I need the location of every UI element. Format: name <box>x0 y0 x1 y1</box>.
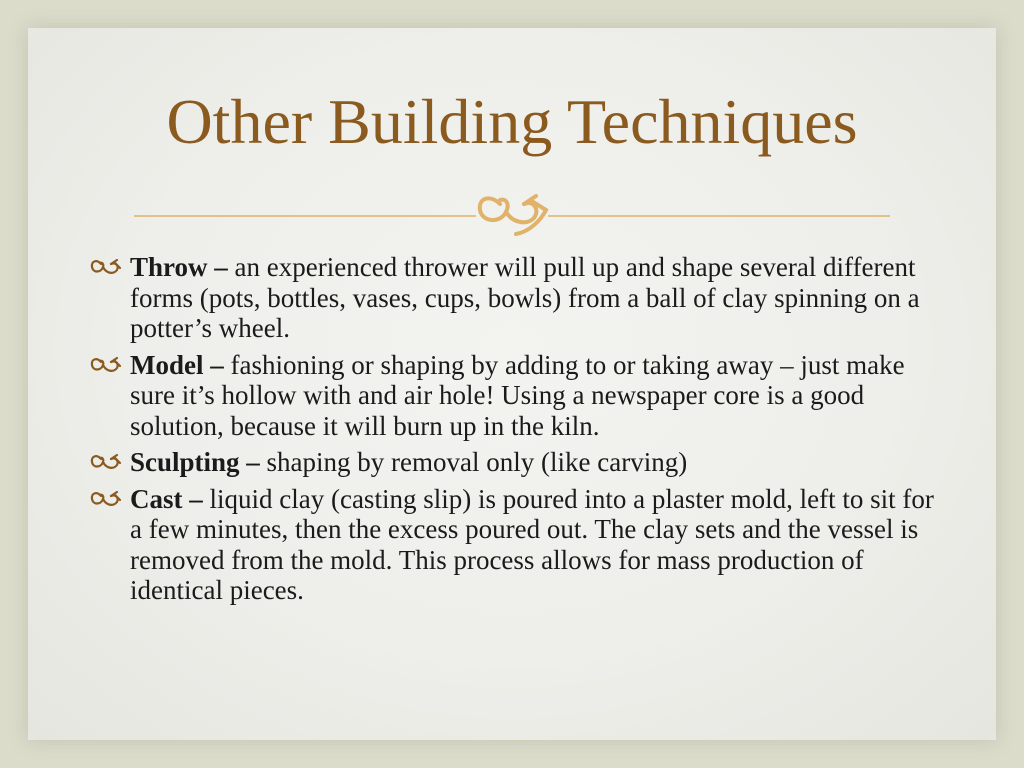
item-term: Cast – <box>130 483 203 514</box>
list-item <box>88 484 948 606</box>
item-text: liquid clay (casting slip) is poured into a plaster mold, left to sit for a few minutes, then the excess poured out. The clay sets and the vessel is removed from the mold. This process allows for mass production of identical pieces. <box>130 483 934 605</box>
item-text: an experienced thrower will pull up and shape several different forms (pots, bottles, vases, cups, bowls) from a ball of clay spinning on a potter’s wheel. <box>130 252 920 343</box>
fleuron-bullet-icon <box>88 451 122 475</box>
slide-title: Other Building Techniques <box>166 86 858 157</box>
item-term: Model – <box>130 349 224 380</box>
bullet-list <box>88 252 948 612</box>
list-item <box>88 252 948 344</box>
list-item <box>88 350 948 442</box>
list-item <box>88 447 948 478</box>
fleuron-bullet-icon <box>88 488 122 512</box>
fleuron-bullet-icon <box>88 354 122 378</box>
item-term: Sculpting – <box>130 447 260 477</box>
item-text: shaping by removal only (like carving) <box>259 447 688 477</box>
item-term: Throw – <box>130 252 228 282</box>
fleuron-bullet-icon <box>88 256 122 280</box>
item-text: fashioning or shaping by adding to or taking away – just make sure it’s hollow with and air hole! Using a newspaper core is a good solution, because it will burn up in the kiln. <box>130 349 905 441</box>
